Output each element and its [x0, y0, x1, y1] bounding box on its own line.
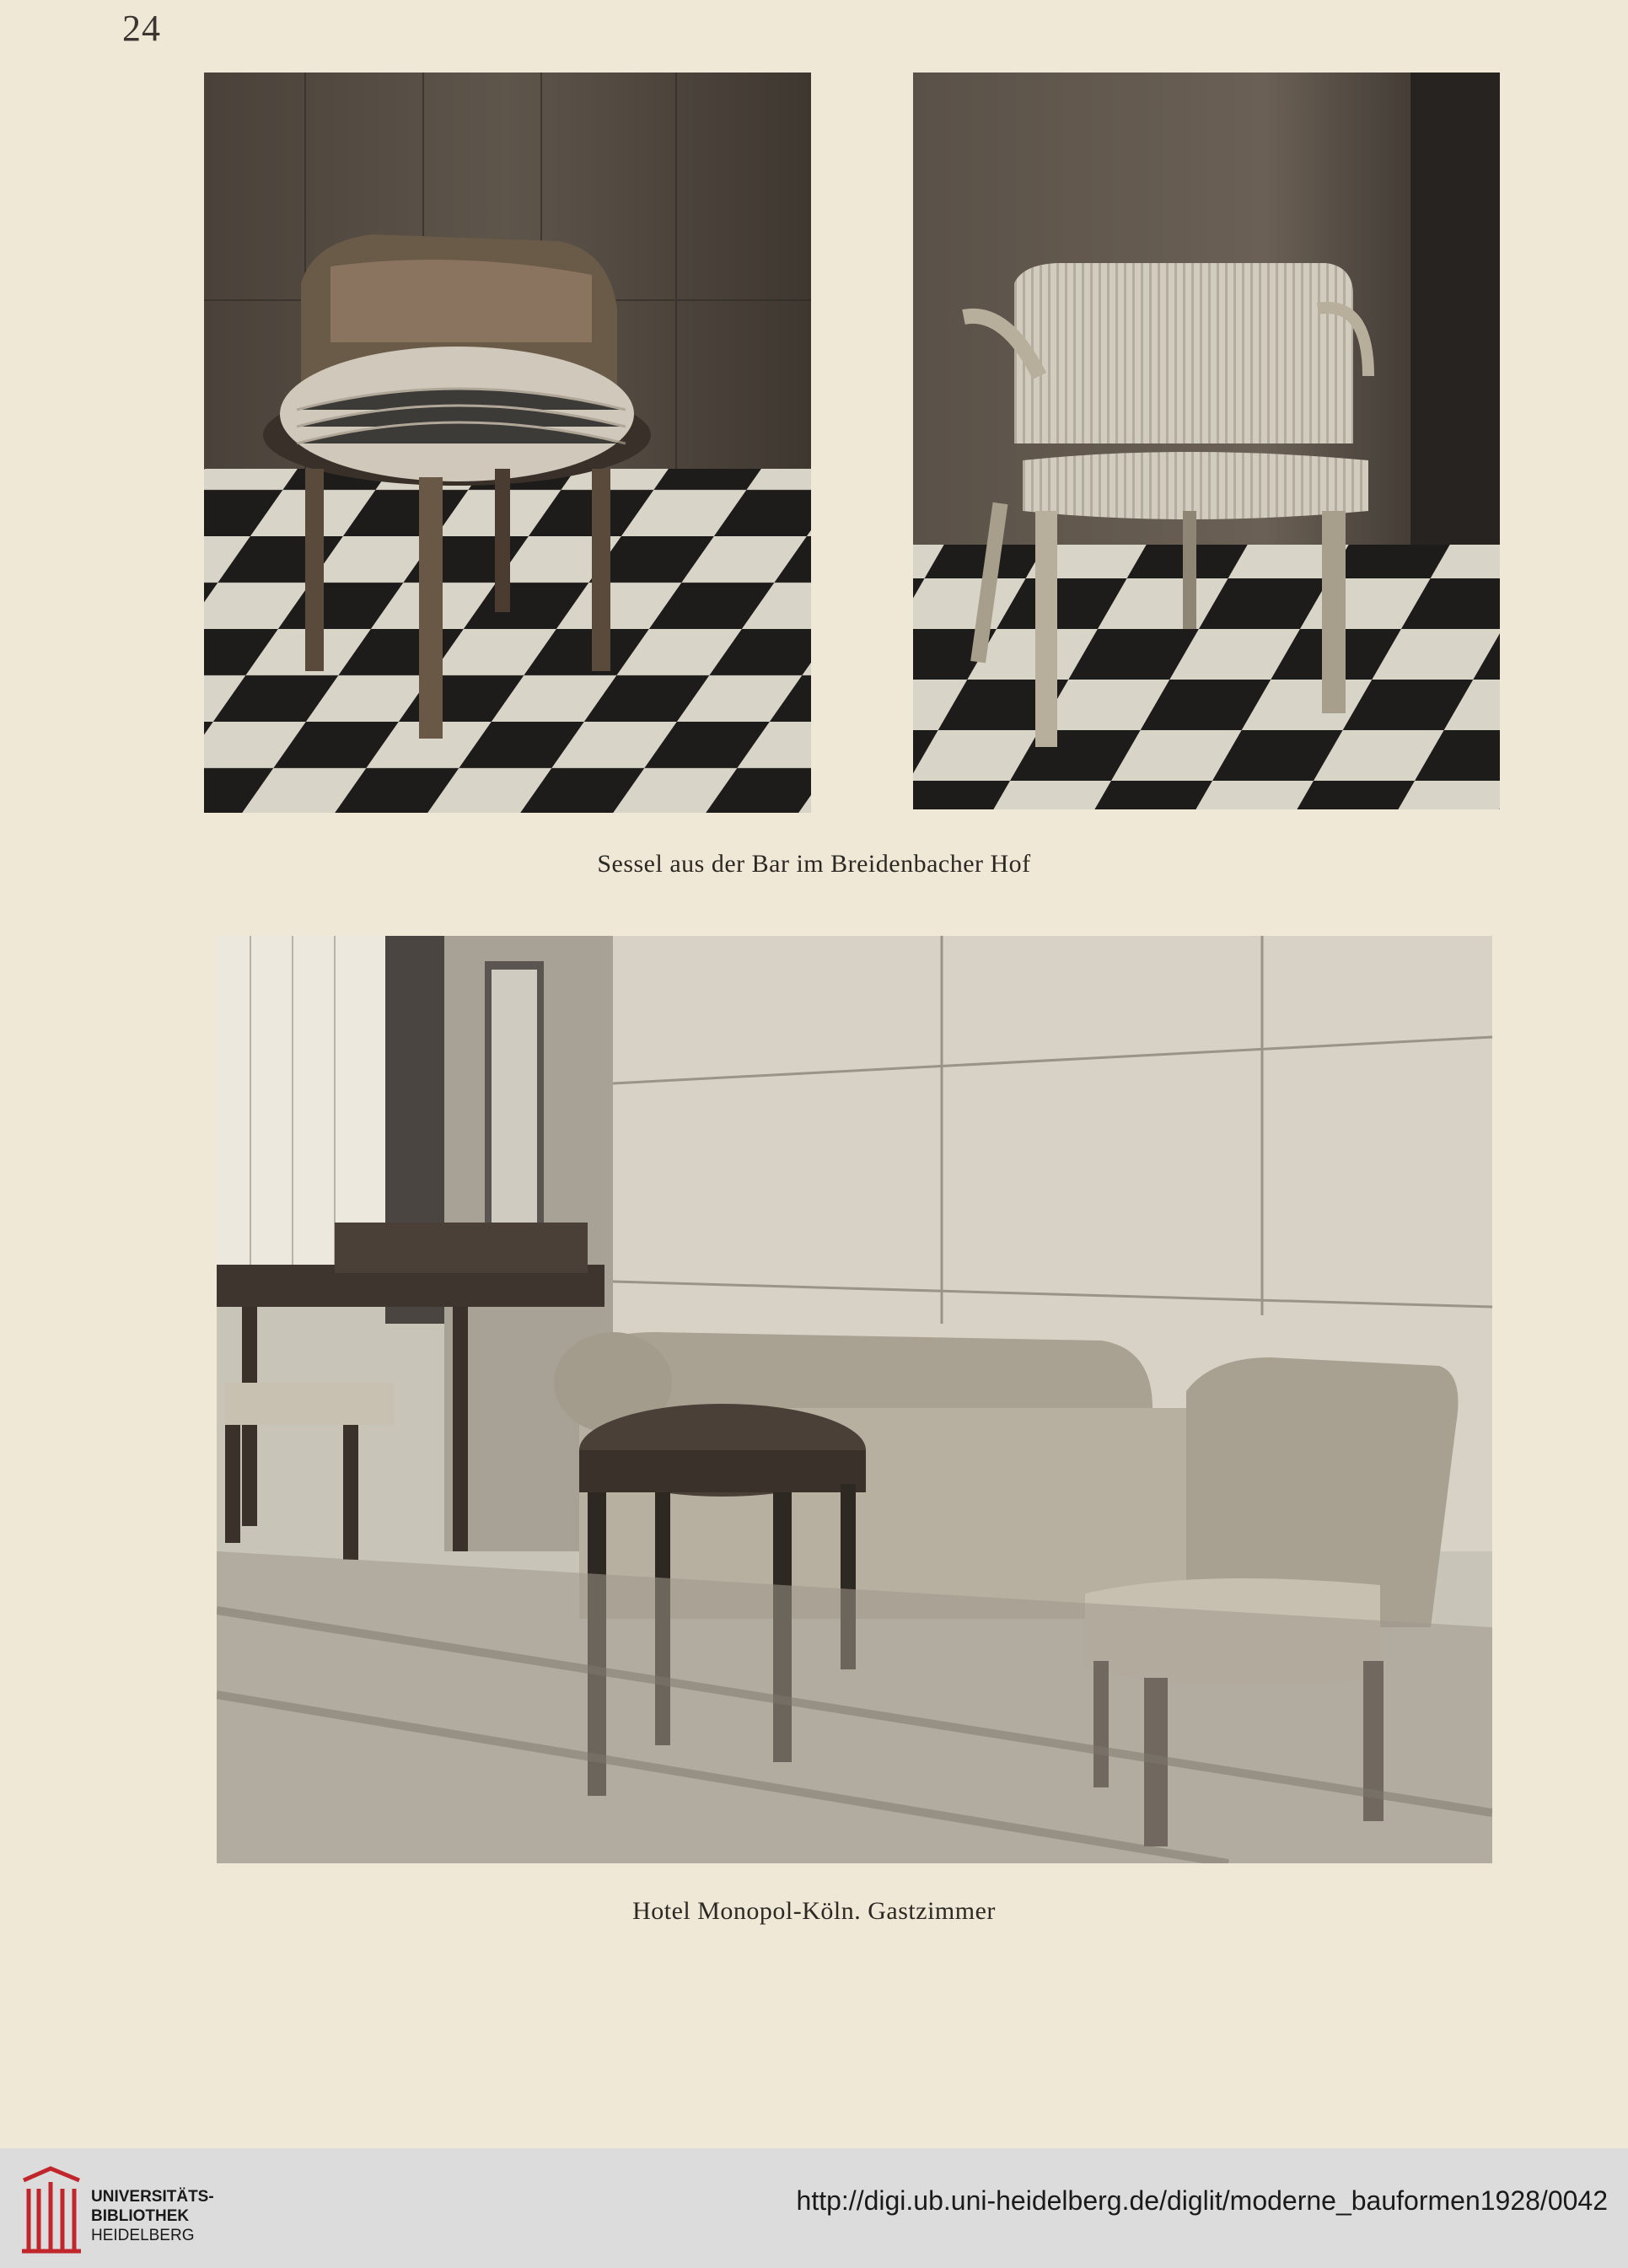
source-url-link[interactable]: http://digi.ub.uni-heidelberg.de/diglit/moderne_bauformen1928/0042	[796, 2185, 1608, 2216]
photo-chair-left	[204, 73, 811, 813]
library-logo-icon	[17, 2163, 86, 2256]
page-number: 24	[122, 8, 161, 49]
library-name	[91, 2187, 214, 2245]
library-name-line1: UNIVERSITÄTS-	[91, 2188, 214, 2206]
library-name-line2: BIBLIOTHEK	[91, 2207, 190, 2225]
caption-bottom: Hotel Monopol-Köln. Gastzimmer	[632, 1897, 996, 1925]
caption-top: Sessel aus der Bar im Breidenbacher Hof	[597, 850, 1031, 878]
photo-hotel-room	[217, 936, 1492, 1863]
library-footer	[0, 2148, 1628, 2268]
photo-chair-right	[913, 73, 1500, 809]
library-name-line3: HEIDELBERG	[91, 2227, 195, 2244]
